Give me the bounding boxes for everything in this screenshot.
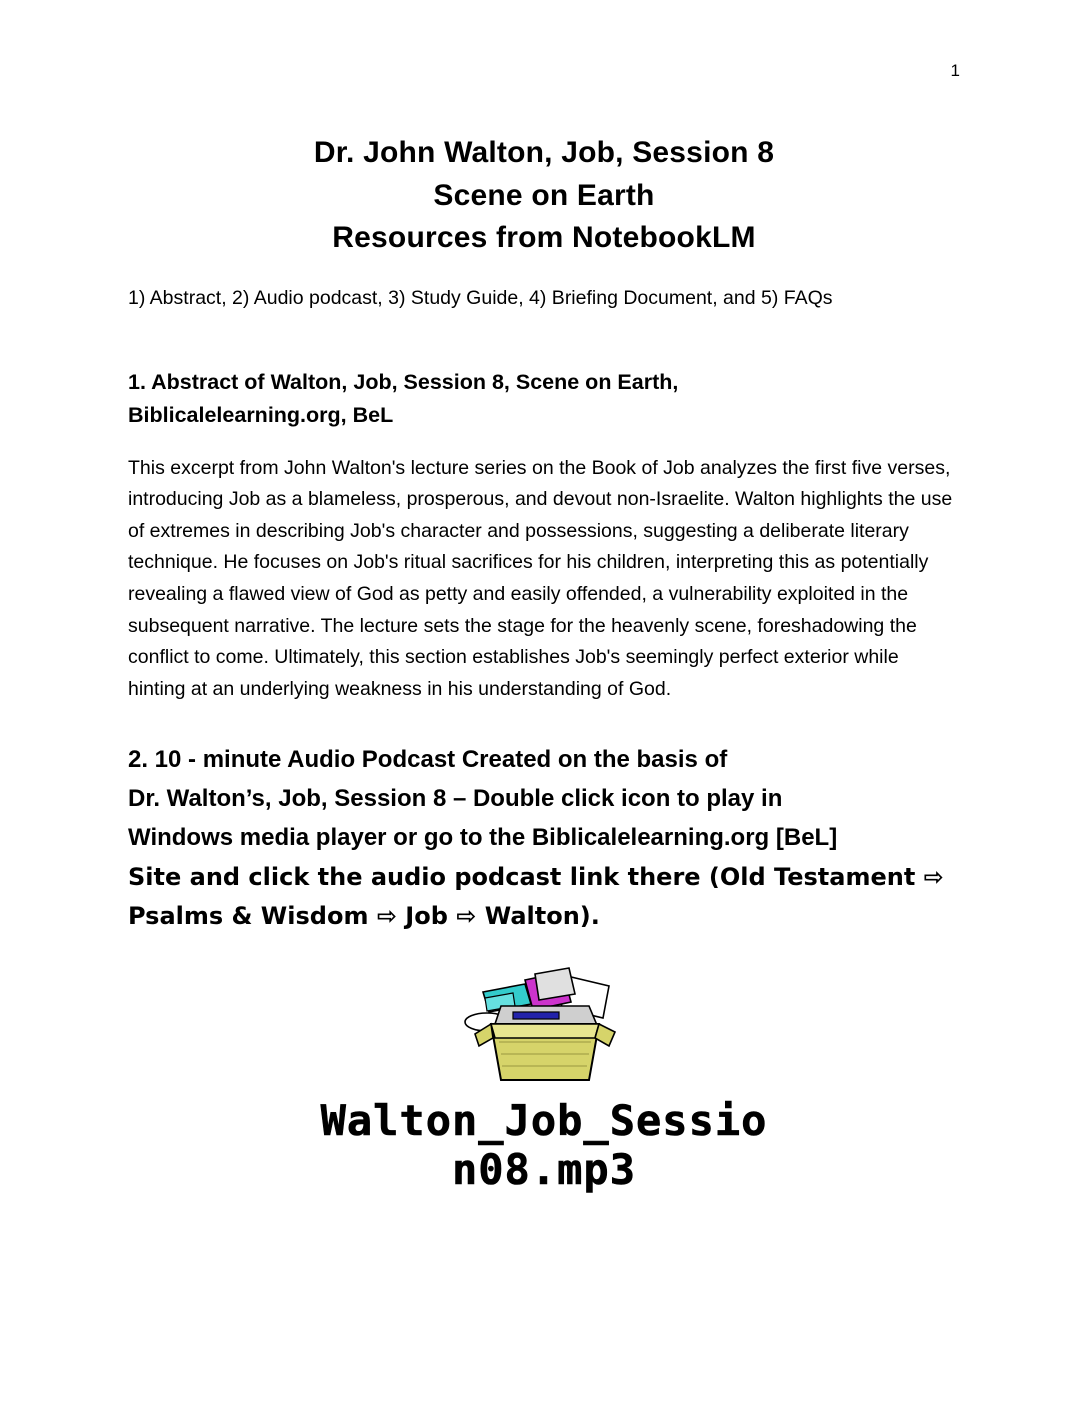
- document-title-line-3: Resources from NotebookLM: [332, 221, 756, 255]
- attachment-filename: [128, 1096, 960, 1195]
- document-title: [128, 132, 960, 260]
- document-title-line-2: Scene on Earth: [433, 178, 655, 212]
- section-2-heading-line-3: Windows media player or go to the Biblicalelearning.org [BeL]: [128, 824, 838, 852]
- page-number: 1: [950, 61, 960, 80]
- section-2-heading-line-5: Psalms & Wisdom ⇨ Job ⇨ Walton).: [128, 901, 600, 930]
- document-title-line-1: Dr. John Walton, Job, Session 8: [313, 136, 775, 169]
- attachment-filename-line-2: n08.mp3: [451, 1145, 636, 1195]
- attachment-filename-line-1: Walton_Job_Sessio: [320, 1095, 768, 1145]
- audio-attachment[interactable]: [128, 962, 960, 1195]
- package-open-box-icon[interactable]: [439, 962, 649, 1092]
- section-2-heading: [128, 741, 960, 935]
- section-2-heading-line-4: Site and click the audio podcast link there (Old Testament ⇨: [128, 862, 944, 891]
- section-1-paragraph: This excerpt from John Walton's lecture series on the Book of Job analyzes the first five verses, introducing Job as a blameless, prosperous, and devout non-Israelite. Walton highlights the use of extremes in describing Job's character and possessions, suggesting a deliberate literary technique. He focuses on Job's ritual sacrifices for his children, interpreting this as potentially revealing a flawed view of God as petty and easily offended, a vulnerability exploited in the subsequent narrative. The lecture sets the stage for the heavenly scene, foreshadowing the conflict to come. Ultimately, this section establishes Job's seemingly perfect exterior while hinting at an underlying weakness in his understanding of God.: [128, 456, 953, 700]
- section-2-heading-line-1: 2. 10 - minute Audio Podcast Created on the basis of: [128, 746, 728, 774]
- document-subtitle: 1) Abstract, 2) Audio podcast, 3) Study Guide, 4) Briefing Document, and 5) FAQs: [128, 286, 833, 309]
- section-1-heading-line-2: Biblicalelearning.org, BeL: [128, 403, 394, 428]
- section-1-heading-line-1: 1. Abstract of Walton, Job, Session 8, Scene on Earth,: [128, 370, 679, 395]
- section-2-heading-line-2: Dr. Walton’s, Job, Session 8 – Double click icon to play in: [128, 785, 783, 813]
- section-1-heading: [128, 366, 960, 433]
